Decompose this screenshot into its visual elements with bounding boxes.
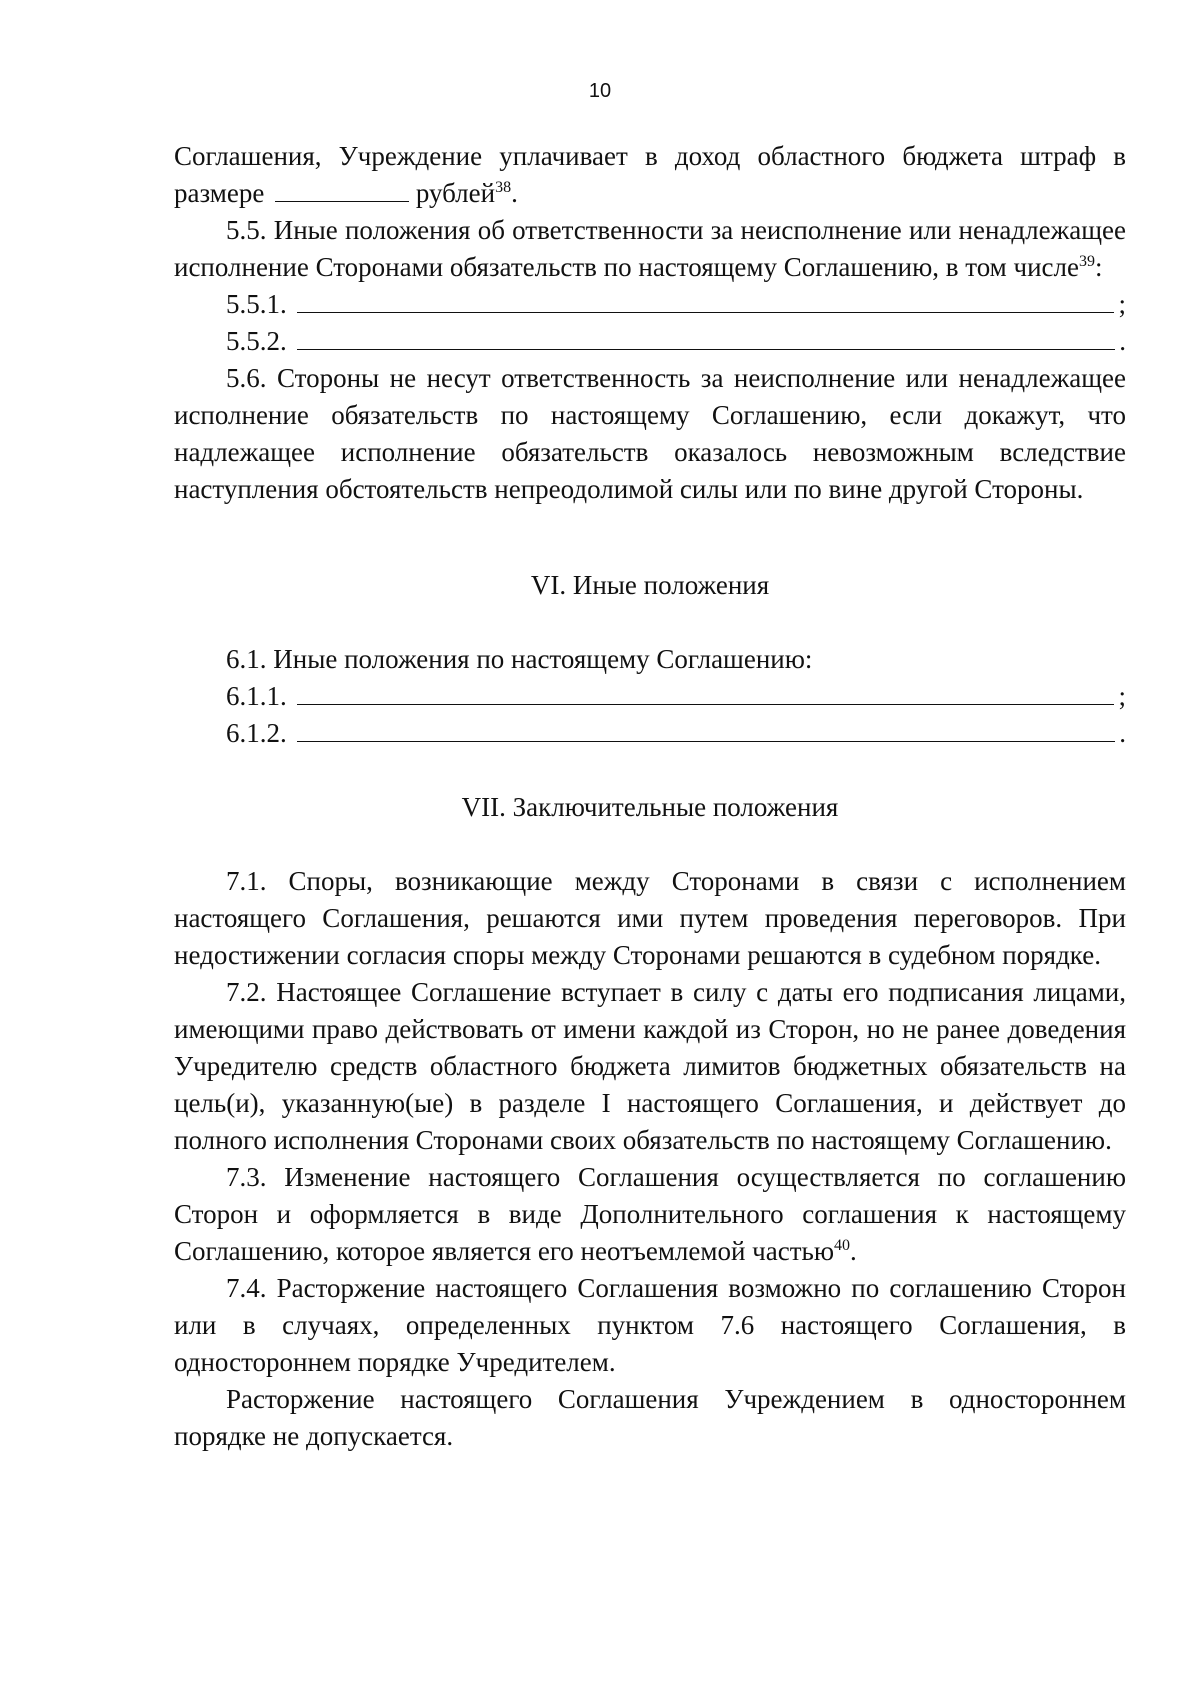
paragraph-7-1: 7.1. Споры, возникающие между Сторонами в связи с исполнением настоящего Соглашения, решаются ими путем проведения переговоров. При недостижении согласия споры между Сторонами решаются в судебном порядке. bbox=[174, 866, 1126, 970]
paragraph-text: рублей bbox=[415, 178, 496, 208]
paragraph-7-4: 7.4. Расторжение настоящего Соглашения возможно по соглашению Сторон или в случаях, определенных пунктом 7.6 настоящего Соглашения, в одностороннем порядке Учредителем. bbox=[174, 1273, 1126, 1377]
item-number: 5.5.1. bbox=[226, 289, 287, 319]
page-number: 10 bbox=[588, 80, 612, 102]
section-heading-6: VI. Иные положения bbox=[530, 570, 770, 600]
section-heading-7: VII. Заключительные положения bbox=[461, 792, 839, 822]
amount-blank bbox=[275, 183, 409, 202]
item-number: 6.1.2. bbox=[226, 718, 287, 748]
punctuation: . bbox=[1119, 718, 1126, 748]
item-6-1-1 bbox=[174, 678, 1126, 715]
paragraph-5-5 bbox=[174, 212, 1126, 286]
punctuation: : bbox=[1095, 252, 1103, 282]
item-5-5-2 bbox=[174, 323, 1126, 360]
paragraph-text: 5.5. Иные положения об ответственности за неисполнение или ненадлежащее исполнение Сторонами обязательств по настоящему Соглашению, в том числе bbox=[174, 215, 1126, 282]
paragraph-6-1: 6.1. Иные положения по настоящему Соглашению: bbox=[226, 644, 813, 674]
item-number: 5.5.2. bbox=[226, 326, 287, 356]
paragraph-7-3 bbox=[174, 1159, 1126, 1270]
paragraph-5-6: 5.6. Стороны не несут ответственность за неисполнение или ненадлежащее исполнение обязательств по настоящему Соглашению, если докажут, что надлежащее исполнение обязательств оказалось невозможным вследствие наступления обстоятельств непреодолимой силы или по вине другой Стороны. bbox=[174, 363, 1126, 504]
item-number: 6.1.1. bbox=[226, 681, 287, 711]
blank-line bbox=[297, 684, 1115, 705]
punctuation: . bbox=[1119, 326, 1126, 356]
item-6-1-2 bbox=[174, 715, 1126, 752]
punctuation: . bbox=[511, 178, 518, 208]
paragraph-penalty bbox=[174, 138, 1126, 212]
item-5-5-1 bbox=[174, 286, 1126, 323]
punctuation: ; bbox=[1118, 681, 1126, 711]
blank-line bbox=[297, 292, 1115, 313]
footnote-ref: 40 bbox=[834, 1237, 850, 1254]
punctuation: ; bbox=[1118, 289, 1126, 319]
paragraph-text: Соглашения, Учреждение уплачивает в доход областного бюджета штраф в размере bbox=[174, 141, 1126, 208]
footnote-ref: 39 bbox=[1079, 253, 1095, 270]
paragraph-text: 7.3. Изменение настоящего Соглашения осуществляется по соглашению Сторон и оформляется в виде Дополнительного соглашения к настоящему Соглашению, которое является его неотъемлемой частью bbox=[174, 1162, 1126, 1266]
blank-line bbox=[297, 721, 1116, 742]
paragraph-7-4-b: Расторжение настоящего Соглашения Учреждением в одностороннем порядке не допускается. bbox=[174, 1384, 1126, 1451]
document-body bbox=[174, 138, 1126, 1455]
footnote-ref: 38 bbox=[495, 179, 512, 196]
blank-line bbox=[297, 329, 1116, 350]
punctuation: . bbox=[850, 1236, 857, 1266]
paragraph-7-2: 7.2. Настоящее Соглашение вступает в силу с даты его подписания лицами, имеющими право действовать от имени каждой из Сторон, но не ранее доведения Учредителю средств областного бюджета лимитов бюджетных обязательств на цель(и), указанную(ые) в разделе I настоящего Соглашения, и действует до полного исполнения Сторонами своих обязательств по настоящему Соглашению. bbox=[174, 977, 1126, 1155]
